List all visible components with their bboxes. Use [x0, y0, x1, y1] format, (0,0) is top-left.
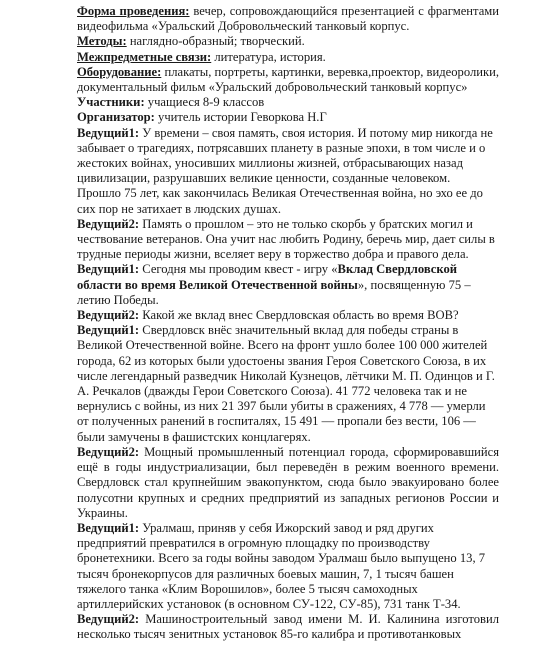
speech-text: Прошло 75 лет, как закончилась Великая Отечественная война, но эхо ее до сих пор не затихает в людских душах. — [77, 186, 483, 216]
speaker-label: Ведущий2: — [77, 308, 140, 323]
mezhpred-paragraph — [77, 50, 499, 65]
speaker-label: Ведущий1: — [77, 520, 140, 535]
speaker2-paragraph-3 — [77, 445, 499, 521]
uchastniki-paragraph — [77, 95, 499, 110]
speech-text: У времени – своя память, своя история. И потому мир никогда не забывает о трагедиях, потрясавших планету в разные эпохи, в том числе и о жестоких войнах, уносивших миллионы жизней, отбрасывающих назад цивилизации, разрушавших великие ценности, созданные человеком. — [77, 125, 493, 186]
speaker2-paragraph-1 — [77, 217, 499, 263]
metody-text: наглядно-образный; творческий. — [126, 34, 305, 49]
uchastniki-text: учащиеся 8-9 классов — [144, 95, 265, 110]
speaker2-paragraph-4 — [77, 612, 499, 642]
speaker-label: Ведущий2: — [77, 216, 140, 231]
speaker1-paragraph-1 — [77, 126, 499, 187]
speech-text: Свердловск внёс значительный вклад для победы страны в Великой Отечественной войне. Всего на фронт ушло более 100 000 жителей города, 62 из которых были удостоены звания Героя Советского Союза, в их числе легендарный разведчик Николай Кузнецов, лётчики М. П. Одинцов и Г. А. Речкалов (дважды Герои Советского Союза). 41 772 человека так и не вернулись с войны, из них 21 397 были убиты в сражениях, 4 778 — умерли от полученных ранений в госпиталях, 15 491 — пропали без вести, 106 — были замучены в фашистских концлагерях. — [77, 323, 495, 444]
speaker1-paragraph-2 — [77, 262, 499, 308]
speech-text: Сегодня мы проводим квест - игру « — [139, 262, 338, 277]
mezhpred-label: Межпредметные связи: — [77, 49, 212, 64]
forma-label: Форма проведения: — [77, 4, 190, 18]
quest-title: Вклад Свердловской области во время Великой Отечественной войны — [77, 262, 458, 292]
organizator-text: учитель истории Геворкова Н.Г — [154, 110, 327, 125]
speaker-label: Ведущий1: — [77, 125, 140, 140]
speaker-label: Ведущий2: — [77, 612, 140, 627]
mezhpred-text: литература, история. — [211, 49, 326, 64]
speaker-label: Ведущий1: — [77, 323, 140, 338]
uchastniki-label: Участники: — [77, 95, 145, 110]
speaker1-paragraph-4 — [77, 521, 499, 612]
speech-text: Уралмаш, приняв у себя Ижорский завод и ряд других предприятий превратился в огромную площадку по производству бронетехники. Всего за годы войны заводом Уралмаш было выпущено 13, 7 тысяч бронекорпусов для различных боевых машин, 7, 1 тысяч башен тяжелого танка «Клим Ворошилов», более 5 тысяч самоходных артиллерийских установок (в основном СУ-122, СУ-85), 731 танк Т-34. — [77, 520, 486, 611]
organizator-paragraph — [77, 110, 499, 125]
organizator-label: Организатор: — [77, 110, 155, 125]
speaker-label: Ведущий1: — [77, 262, 140, 277]
speaker1-paragraph-1-cont — [77, 186, 499, 216]
oborud-text: плакаты, портреты, картинки, веревка,проектор, видеоролики, документальный фильм «Уральский добровольческий танковый корпус» — [77, 64, 499, 95]
speech-text: Память о прошлом – это не только скорбь у братских могил и чествование ветеранов. Она учит нас любить Родину, беречь мир, дает силы в трудные периоды жизни, вселяет веру в торжество добра и правого дела. — [77, 216, 495, 262]
speech-text: Машиностроительный завод имени М. И. Калинина изготовил несколько тысяч зенитных установок 85-го калибра и противотанковых — [77, 612, 499, 642]
speech-text: Какой же вклад внес Свердловская область во время ВОВ? — [139, 308, 459, 323]
forma-paragraph — [77, 4, 499, 34]
speaker-label: Ведущий2: — [77, 444, 140, 459]
metody-label: Методы: — [77, 34, 127, 49]
oborud-label: Оборудование: — [77, 64, 162, 79]
speech-text: Мощный промышленный потенциал города, сформировавшийся ещё в годы индустриализации, был переведён в режим военного времени. Свердловск стал крупнейшим эвакопунктом, сюда было эвакуировано более полусотни крупных и средних предприятий из западных регионов России и Украины. — [77, 444, 499, 520]
forma-text: вечер, сопровождающийся презентацией с фрагментами видеофильма «Уральский Добровольческий танковый корпус. — [77, 4, 499, 34]
speaker1-paragraph-3 — [77, 323, 499, 445]
speaker2-paragraph-2 — [77, 308, 499, 323]
metody-paragraph — [77, 34, 499, 49]
oborud-paragraph — [77, 65, 499, 95]
speech-text: », посвященную 75 – летию Победы. — [77, 277, 471, 307]
